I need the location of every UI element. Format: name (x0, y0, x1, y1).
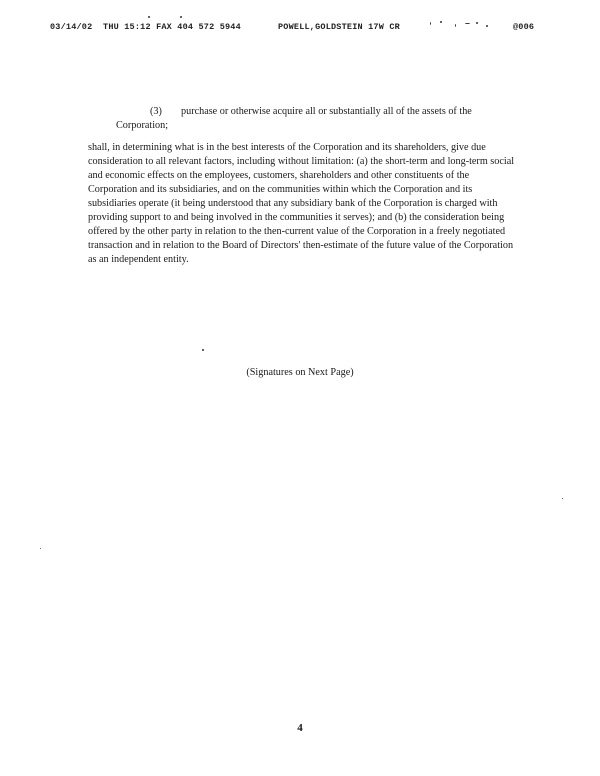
scan-speck (486, 25, 488, 27)
fax-time: 15:12 (124, 22, 151, 32)
scan-speck (202, 349, 204, 351)
fax-transmission-info (50, 22, 241, 32)
scan-speck (455, 24, 456, 27)
scan-speck (148, 16, 150, 18)
scan-speck (40, 548, 41, 549)
fax-header (0, 22, 600, 36)
fax-number: 404 572 5944 (177, 22, 241, 32)
fax-sender: POWELL,GOLDSTEIN 17W CR (278, 22, 400, 32)
fax-date: 03/14/02 (50, 22, 93, 32)
scan-speck (180, 16, 182, 18)
signature-note: (Signatures on Next Page) (246, 367, 354, 378)
fax-day: THU (103, 22, 119, 32)
clause-3 (116, 105, 516, 133)
page-number: 4 (297, 722, 303, 734)
scan-speck (562, 498, 563, 499)
body-paragraph: shall, in determining what is in the best interests of the Corporation and its shareholders, give due consideration to all relevant factors, including without limitation: (a) the short-term and long-term social and economic effects on the employees, customers, shareholders and other constituents of the Corporation and its subsidiaries, and on the communities within which the Corporation and its subsidiaries operate (it being understood that any subsidiary bank of the Corporation is charged with providing support to and being involved in the communities it serves); and (b) the consideration being offered by the other party in relation to the then-current value of the Corporation in a freely negotiated transaction and in relation to the Board of Directors' then-estimate of the future value of the Corporation as an independent entity. (88, 142, 515, 265)
clause-text: purchase or otherwise acquire all or substantially all of the assets of the Corporation; (116, 106, 472, 131)
scan-speck (430, 22, 431, 25)
fax-page-marker: @006 (513, 22, 535, 32)
scan-speck (440, 21, 442, 23)
scan-speck (465, 23, 470, 24)
scan-speck (476, 22, 478, 24)
fax-label: FAX (156, 22, 172, 32)
clause-number: (3) (150, 106, 162, 117)
